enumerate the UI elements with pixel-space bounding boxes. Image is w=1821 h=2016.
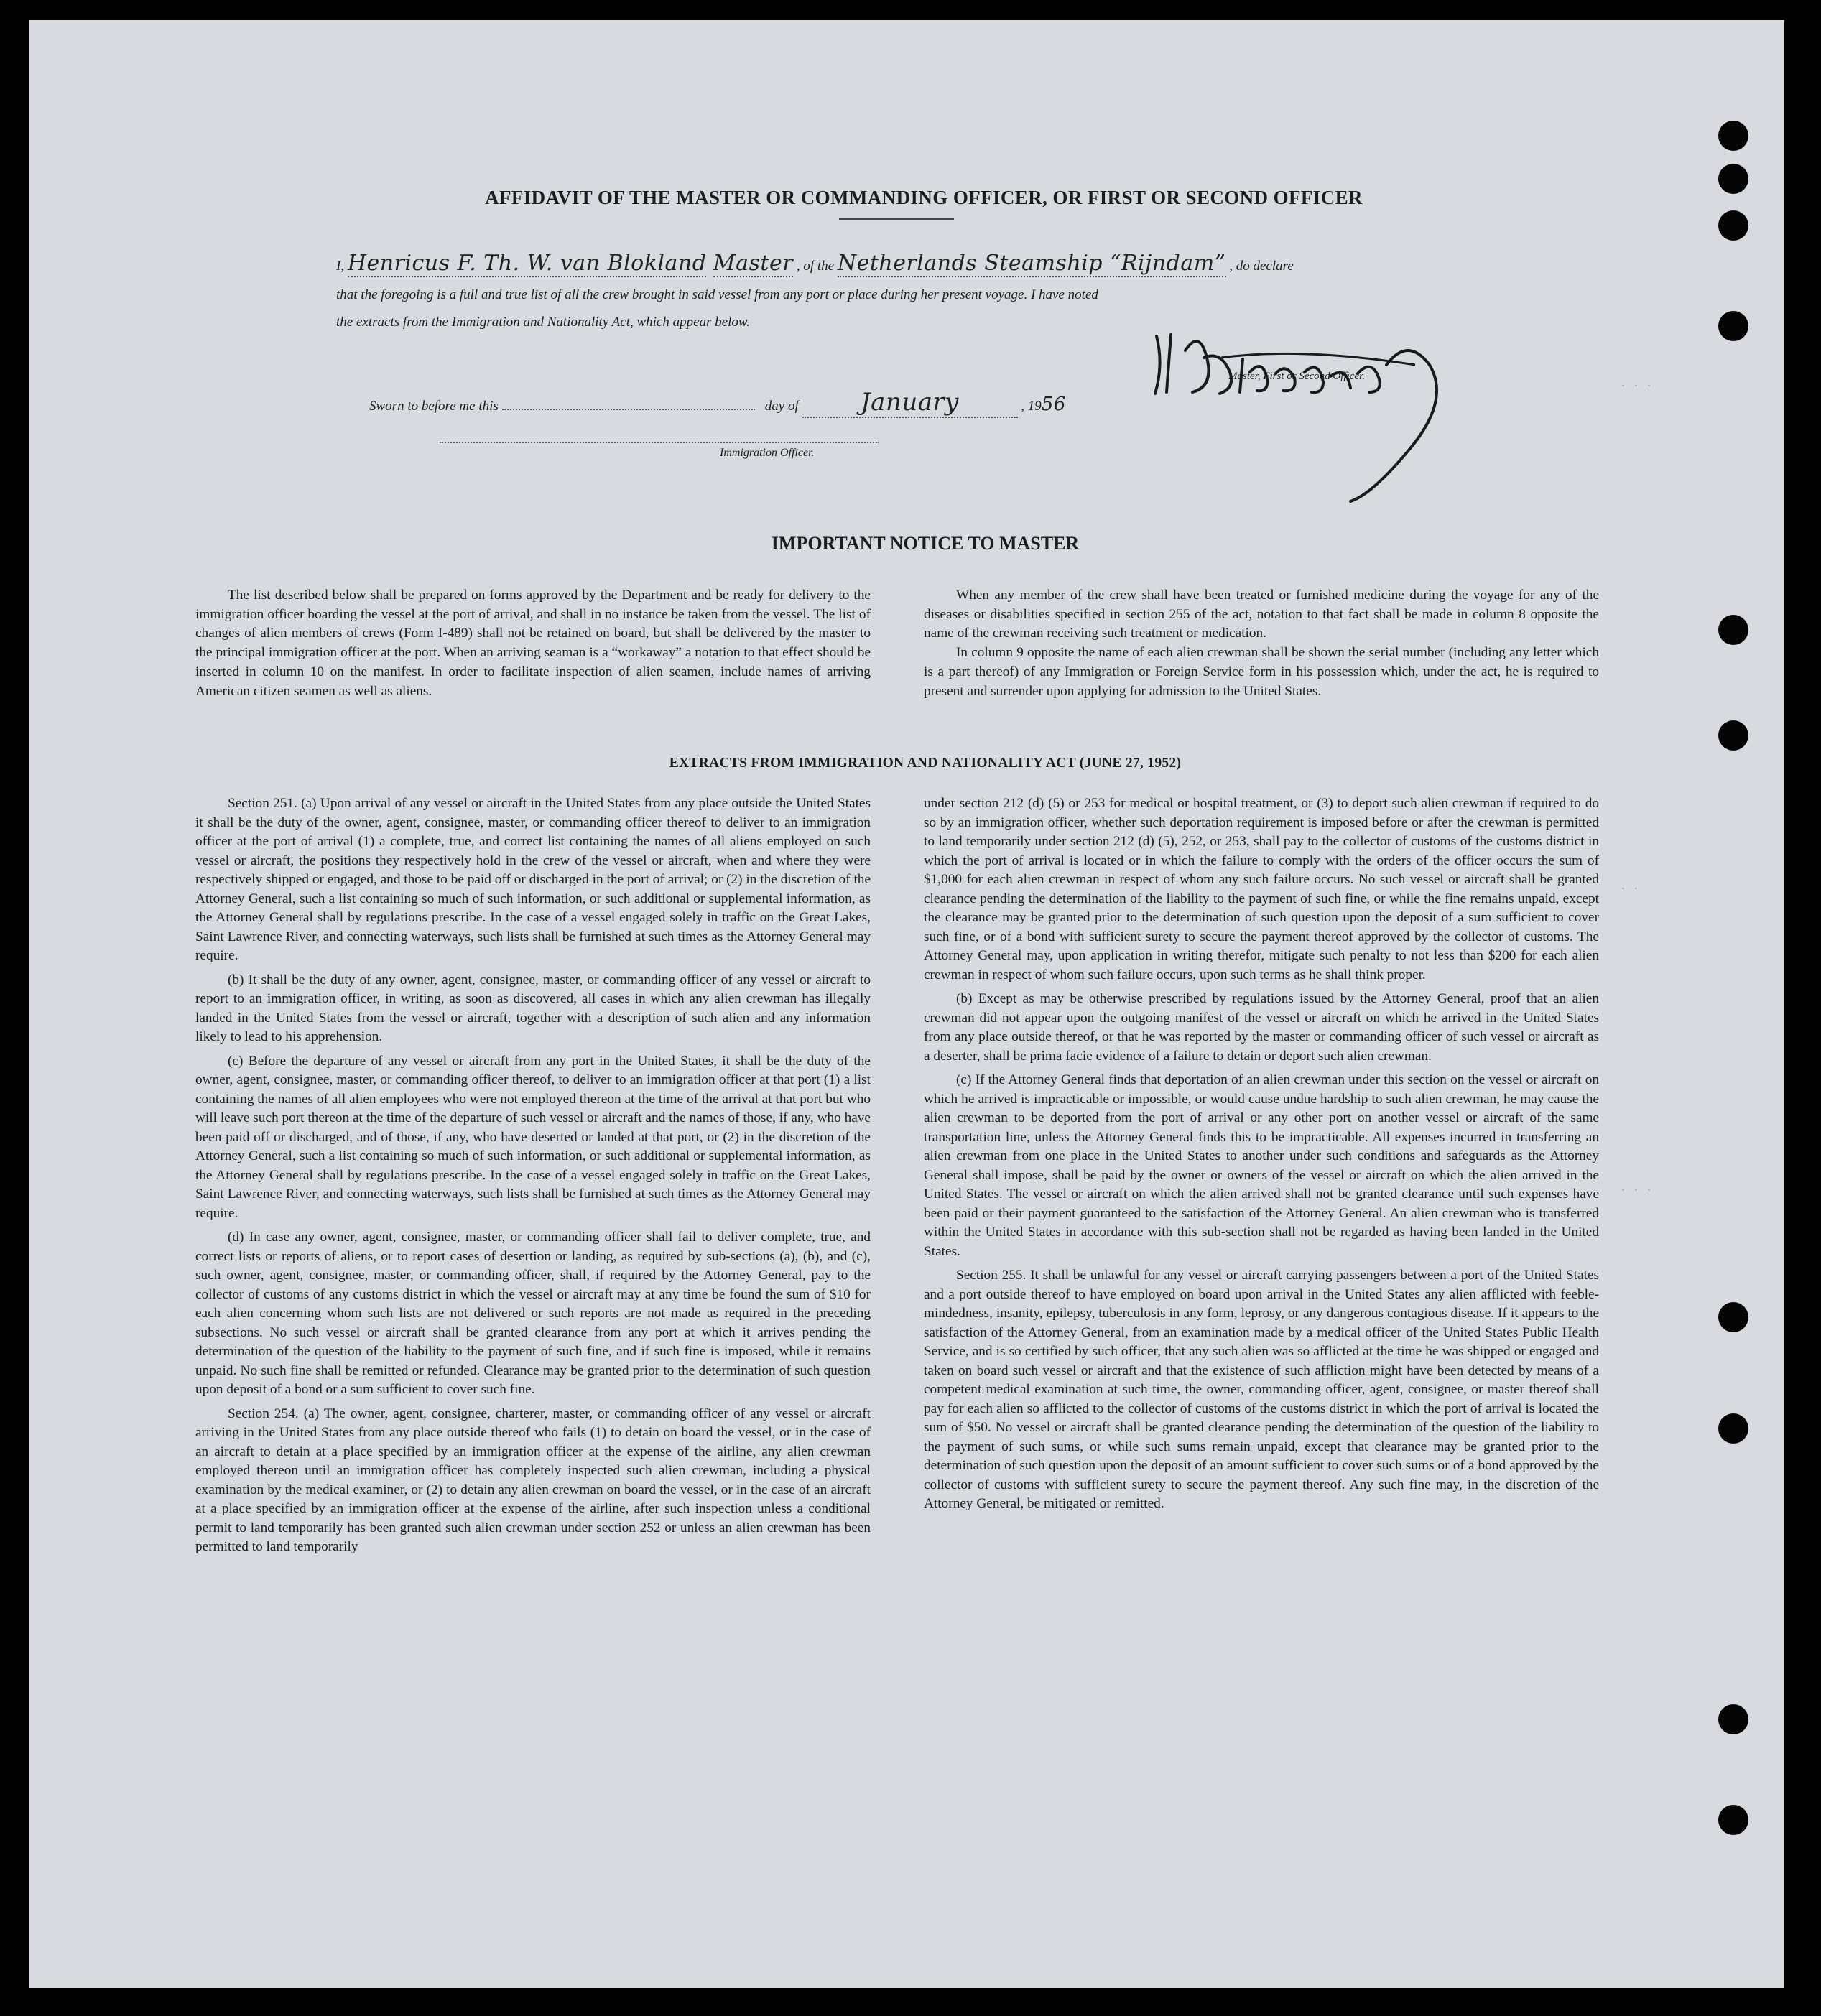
punch-hole [1718, 1704, 1748, 1734]
punch-hole [1718, 1805, 1748, 1835]
extract-paragraph: Section 254. (a) The owner, agent, consignee, charterer, master, or commanding officer of any vessel or aircraft arriving in the United States from any place outside thereof who fails (1) to detain on board the vessel, or in the case of an aircraft to detain at a place specified by an immigration officer at the expense of the airline, any alien crewman employed thereon until an immigration officer has completely inspected such alien crewman, including a physical examination by the medical examiner, or (2) to detain any alien crewman on board the vessel, or in the case of an aircraft at a place specified by an immigration officer at the expense of the airline, after such inspection unless a conditional permit to land temporarily has been granted such alien crewman under section 252 or unless an alien crewman has been permitted to land temporarily [195, 1406, 871, 1554]
punch-hole [1718, 1413, 1748, 1444]
document-page [29, 20, 1790, 1988]
year-prefix: 19 [1027, 399, 1042, 414]
declaration-line-1 [336, 250, 1500, 280]
extract-paragraph: (d) In case any owner, agent, consignee, master, or commanding officer shall fail to deliver complete, true, and correct lists or reports of aliens, or to report cases of desertion or landing, as required by sub-sections (a), (b), and (c), such owner, agent, consignee, master, or commanding officer, shall, if required by the Attorney General, pay to the collector of customs of any customs district in which the vessel or aircraft may at any time be found the sum of $10 for each alien concerning whom such lists are not delivered or such reports are not made as required in the preceding subsections. No such vessel or aircraft shall be granted clearance from any port at which it arrives pending the determination of the question of the liability to the payment of such fine, and if such fine is imposed, while it remains unpaid. No such fine shall be remitted or refunded. Clearance may be granted prior to the determination of such question upon deposit of a bond or a sum sufficient to cover such fine. [195, 1230, 871, 1397]
extract-paragraph: (b) It shall be the duty of any owner, agent, consignee, master, or commanding officer of any vessel or aircraft to report to an immigration officer, in writing, as soon as discovered, all cases in which any alien crewman has illegally landed in the United States from the vessel or aircraft, together with a description of such alien and any information likely to lead to his apprehension. [195, 972, 871, 1044]
declaration-line-3: the extracts from the Immigration and Nationality Act, which appear below. [336, 315, 750, 330]
month-handwritten: January [802, 388, 1018, 418]
notice-right-column [924, 586, 1599, 701]
year-handwritten: 56 [1041, 394, 1066, 415]
immigration-officer-label: Immigration Officer. [720, 447, 815, 459]
sworn-label: Sworn to before me this [369, 399, 499, 414]
extracts-left-column [195, 794, 871, 1562]
punch-hole [1718, 720, 1748, 751]
notice-paragraph: The list described below shall be prepared on forms approved by the Department and be ready for delivery to the immigration officer boarding the vessel at the port of arrival, and shall in no instance be taken from the vessel. The list of changes of alien members of crews (Form I-489) shall not be retained on board, but shall be delivered by the master to the principal immigration officer at the port. When an arriving seaman is a “workaway” a notation to that effect should be inserted in column 10 on the manifest. In order to facilitate inspection of alien seamen, include names of arriving American citizen seamen as well as aliens. [195, 587, 871, 699]
scan-edge [1784, 20, 1790, 1988]
punch-hole [1718, 164, 1748, 194]
declaration-line-2: that the foregoing is a full and true list of all the crew brought in said vessel from any port or place during her present voyage. I have noted [336, 287, 1098, 302]
extracts-title: EXTRACTS FROM IMMIGRATION AND NATIONALITY ACT (JUNE 27, 1952) [669, 756, 1182, 771]
notice-paragraph: When any member of the crew shall have been treated or furnished medicine during the voyage for any of the diseases or disabilities specified in section 255 of the act, notation to that fact shall be made in column 8 opposite the name of the crewman receiving such treatment or medication. [924, 587, 1599, 641]
notice-paragraph: In column 9 opposite the name of each alien crewman shall be shown the serial number (including any letter which is a part thereof) of any Immigration or Foreign Service form in his possession which, under the act, he is required to present and surrender upon applying for admission to the United States. [924, 645, 1599, 699]
affidavit-title: AFFIDAVIT OF THE MASTER OR COMMANDING OFFICER, OR FIRST OR SECOND OFFICER [485, 187, 1363, 208]
extract-paragraph: Section 255. It shall be unlawful for any vessel or aircraft carrying passengers between a port of the United States and a port outside thereof to have employed on board upon arrival in the United States any alien afflicted with feeble-mindedness, insanity, epilepsy, tuberculosis in any form, leprosy, or any dangerous contagious disease. If it appears to the satisfaction of the Attorney General, from an examination made by a medical officer of the United States Public Health Service, and is so certified by such officer, that any such alien was so afflicted at the time he was shipped or engaged and taken on board such vessel or aircraft and that the existence of such affliction might have been detected by means of a competent medical examination at such time, the owner, commanding officer, agent, consignee, or master thereof shall pay for each alien so afflicted to the collector of customs of the customs district in which the port of arrival is located the sum of $50. No vessel or aircraft shall be granted clearance pending the determination of the question of the liability to the payment of such sums, or while such sums remain unpaid, except that clearance may be granted prior to the determination of such question upon the deposit of an amount sufficient to cover such sums or of a bond approved by the collector of customs with sufficient surety to secure the payment thereof. Any such fine may, in the discretion of the Attorney General, be mitigated or remitted. [924, 1268, 1599, 1511]
extracts-right-column [924, 794, 1599, 1519]
master-word: Master, [1228, 371, 1261, 382]
sworn-blank [502, 396, 755, 410]
notice-title: IMPORTANT NOTICE TO MASTER [771, 533, 1080, 554]
extract-paragraph: (b) Except as may be otherwise prescribed by regulations issued by the Attorney General, proof that an alien crewman did not appear upon the outgoing manifest of the vessel or aircraft on which he arrived in the United States from any place outside thereof, or that he was reported by the master or commanding officer of such vessel or aircraft as a deserter, shall be prima facie evidence of a failure to detain or deport such alien crewman. [924, 991, 1599, 1064]
extract-paragraph: (c) If the Attorney General finds that deportation of an alien crewman under this section on the vessel or aircraft on which he arrived is impracticable or impossible, or would cause undue hardship to such alien crewman, he may cause the alien crewman to be deported from the port of arrival or any other port on another vessel or aircraft of the same transportation line, unless the Attorney General finds this to be impracticable. All expenses incurred in transferring an alien crewman from one place in the United States to another under such conditions and safeguards as the Attorney General shall impose, shall be paid by the owner or owners of the vessel or aircraft on which the alien arrived in the United States. The vessel or aircraft on which the alien arrived shall not be granted clearance until such expenses have been paid or their payment guaranteed to the satisfaction of the Attorney General. An alien crewman who is transferred within the United States in accordance with this sub-section shall not be regarded as having been landed in the United States. [924, 1072, 1599, 1259]
title-rule [839, 218, 954, 220]
notice-left-column [195, 586, 871, 701]
master-signature [1135, 307, 1537, 508]
punch-hole [1718, 210, 1748, 241]
punch-hole [1718, 1302, 1748, 1332]
capacity-handwritten: Master [713, 251, 794, 276]
of-the-label: , of the [796, 259, 835, 274]
master-name-handwritten: Henricus F. Th. W. van Blokland [347, 251, 707, 276]
extract-paragraph: (c) Before the departure of any vessel or aircraft from any port in the United States, it shall be the duty of the owner, agent, consignee, master, or commanding officer thereof, to deliver to an immigration officer at that port (1) a list containing the names of all alien employees who were not employed thereon at the time of the arrival at that port but who will leave such port thereon at the time of the departure of such vessel or aircraft and the names of those, if any, who have been paid off or discharged, and of those, if any, who have deserted or landed at that port, or (2) in the discretion of the Attorney General, such a list containing so much of such information, or such additional or supplemental information, as the Attorney General shall by regulations prescribe. In the case of a vessel engaged solely in traffic on the Great Lakes, Saint Lawrence River, and connecting waterways, such lists shall be furnished at such times as the Attorney General may require. [195, 1053, 871, 1221]
day-of-label: day of [764, 399, 799, 414]
punch-hole [1718, 311, 1748, 341]
master-label [1228, 371, 1365, 383]
bleed-through-marks: · · [1620, 882, 1640, 895]
extract-paragraph: Section 251. (a) Upon arrival of any vessel or aircraft in the United States from any place outside the United States it shall be the duty of the owner, agent, consignee, master, or commanding officer thereof to deliver to an immigration officer at the port of arrival (1) a complete, true, and correct list containing the names of all aliens employed on such vessel or aircraft, the positions they respectively hold in the crew of the vessel or aircraft, when and where they were respectively shipped or engaged, and those to be paid off or discharged in the port of arrival; or (2) in the discretion of the Attorney General, such a list containing so much of such information, or such additional or supplemental information, as the Attorney General shall by regulations prescribe. In the case of a vessel engaged solely in traffic on the Great Lakes, Saint Lawrence River, and connecting waterways, such lists shall be furnished at such times as the Attorney General may require. [195, 796, 871, 963]
declaration-i: I, [336, 259, 345, 274]
immigration-officer-signature-line [440, 442, 879, 443]
bleed-through-marks: · · · [1620, 1184, 1653, 1197]
vessel-name-handwritten: Netherlands Steamship “Rijndam” [837, 251, 1226, 276]
extract-paragraph: under section 212 (d) (5) or 253 for medical or hospital treatment, or (3) to deport such alien crewman if required to do so by an immigration officer, whether such deportation requirement is imposed before or after the crewman is permitted to land temporarily under section 212 (d) (5), 252, or 253, shall pay to the collector of customs of the customs district in which the port of arrival is located or in which the failure to comply with the orders of the officer occurs the sum of $1,000 for each alien crewman in respect of whom any such failure occurs. No such vessel or aircraft shall be granted clearance pending the determination of the liability to the payment of such fine, or while the fine remains unpaid, except the clearance may be granted prior to the determination of such question upon the deposit of a sum sufficient to cover such fine, or of a bond with sufficient surety to secure the payment thereof approved by the collector of customs. The Attorney General may, upon application in writing therefor, mitigate such penalty to not less than $200 for each alien crewman in respect of whom such failure occurs, upon such terms as he shall think proper. [924, 796, 1599, 983]
bleed-through-marks: · · · [1620, 379, 1653, 392]
punch-hole [1718, 615, 1748, 645]
struck-officer-label: First or Second Officer. [1263, 371, 1365, 382]
punch-hole [1718, 121, 1748, 151]
sworn-line: Sworn to before me this day of January , 1956 [369, 388, 1066, 417]
do-declare-label: , do declare [1229, 259, 1294, 274]
